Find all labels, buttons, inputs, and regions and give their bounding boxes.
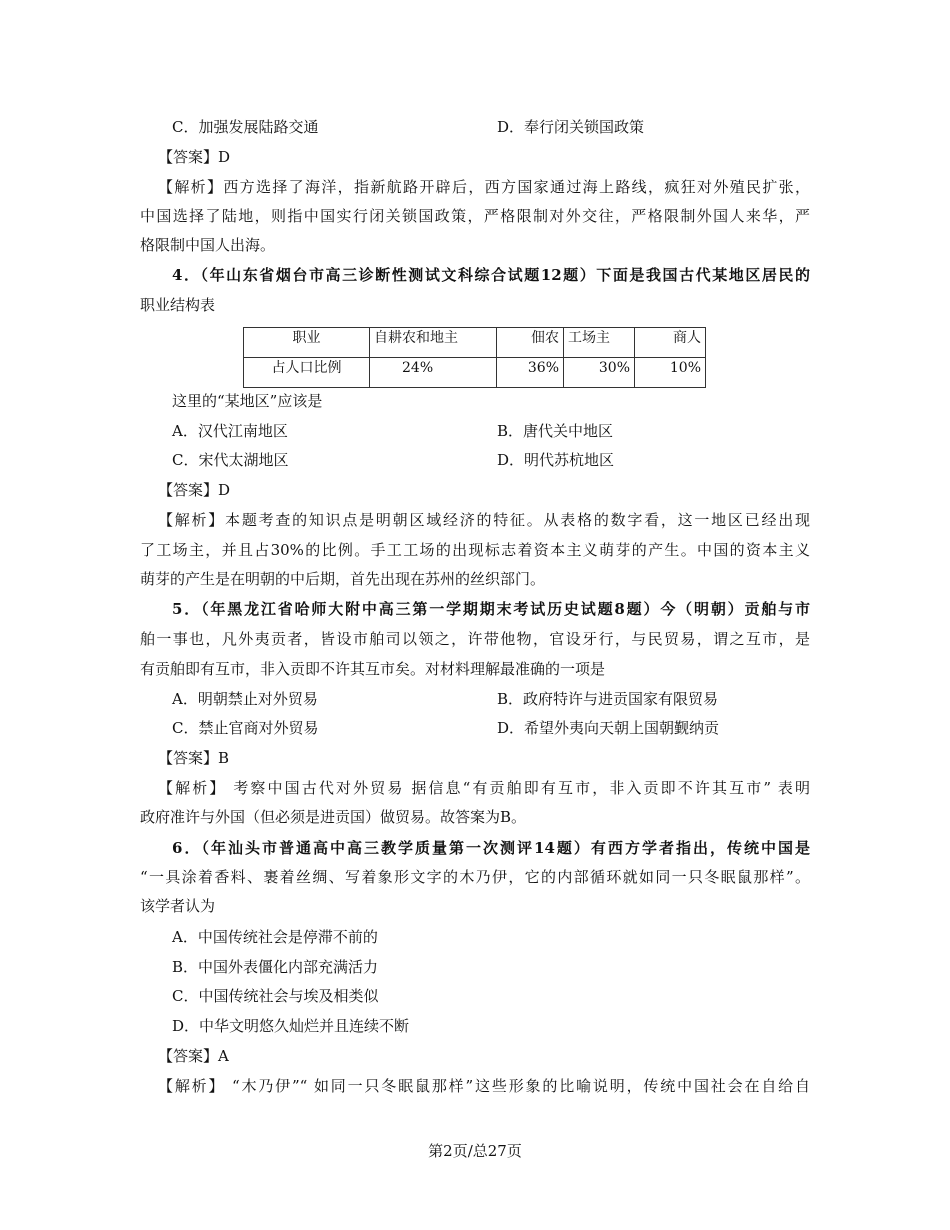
q4-analysis-line-2: 了工场主，并且占30%的比例。手工工场的出现标志着资本主义萌芽的产生。中国的资本主义 <box>140 541 810 559</box>
q6-stem-line-1: 6．（年汕头市普通高中高三教学质量第一次测评14题）有西方学者指出，传统中国是 <box>172 839 810 857</box>
table-cell: 10% <box>635 358 706 388</box>
table-header-cell: 商人 <box>635 328 706 358</box>
q3-analysis-line-2: 中国选择了陆地，则指中国实行闭关锁国政策，严格限制对外交往，严格限制外国人来华，严 <box>140 207 810 225</box>
q3-option-d: D．奉行闭关锁国政策 <box>497 118 645 136</box>
q4-option-c: C．宋代太湖地区 <box>172 451 289 469</box>
q4-option-a: A．汉代江南地区 <box>172 422 288 440</box>
q4-option-d: D．明代苏杭地区 <box>497 451 615 469</box>
table-cell: 30% <box>564 358 635 388</box>
q3-answer: 【答案】D <box>158 148 231 166</box>
q5-answer: 【答案】B <box>158 749 230 767</box>
q5-analysis-line-2: 政府准许与外国（但必须是进贡国）做贸易。故答案为B。 <box>140 808 527 826</box>
table-cell: 占人口比例 <box>244 358 370 388</box>
q4-analysis-line-1: 【解析】本题考查的知识点是明朝区域经济的特征。从表格的数字看，这一地区已经出现 <box>158 511 810 529</box>
occupation-table <box>243 327 706 388</box>
q5-stem-line-2: 舶一事也，凡外夷贡者，皆设市舶司以领之，许带他物，官设牙行，与民贸易，谓之互市，是 <box>140 630 810 648</box>
q4-analysis-line-3: 萌芽的产生是在明朝的中后期，首先出现在苏州的丝织部门。 <box>140 570 546 588</box>
q6-option-c: C．中国传统社会与埃及相类似 <box>172 987 379 1005</box>
q4-option-b: B．唐代关中地区 <box>497 422 614 440</box>
q3-analysis-line-3: 格限制中国人出海。 <box>140 236 276 254</box>
q6-option-b: B．中国外表僵化内部充满活力 <box>172 958 379 976</box>
q5-option-b: B．政府特许与进贡国家有限贸易 <box>497 690 719 708</box>
q6-answer: 【答案】A <box>158 1047 229 1065</box>
table-header-cell: 工场主 <box>564 328 635 358</box>
q6-stem-line-2: “一具涂着香料、裹着丝绸、写着象形文字的木乃伊，它的内部循环就如同一只冬眠鼠那样”。 <box>140 868 810 886</box>
q5-option-a: A．明朝禁止对外贸易 <box>172 690 318 708</box>
q3-analysis-line-1: 【解析】西方选择了海洋，指新航路开辟后，西方国家通过海上路线，疯狂对外殖民扩张， <box>158 178 810 196</box>
q4-answer: 【答案】D <box>158 481 231 499</box>
q6-stem-line-3: 该学者认为 <box>140 897 216 915</box>
table-header-row <box>244 328 706 358</box>
table-header-cell: 自耕农和地主 <box>370 328 497 358</box>
q5-option-c: C．禁止官商对外贸易 <box>172 719 319 737</box>
q5-stem-line-3: 有贡舶即有互市，非入贡即不许其互市矣。对材料理解最准确的一项是 <box>140 660 606 678</box>
q5-stem-line-1: 5．（年黑龙江省哈师大附中高三第一学期期末考试历史试题8题）今（明朝）贡舶与市 <box>172 600 810 618</box>
q4-question: 这里的“某地区”应该是 <box>172 392 323 410</box>
q6-analysis-line-1: 【解析】 “木乃伊”“ 如同一只冬眠鼠那样”这些形象的比喻说明，传统中国社会在自给自 <box>158 1077 810 1095</box>
table-row <box>244 358 706 388</box>
page-footer: 第2页/总27页 <box>428 1142 522 1160</box>
table-header-cell: 佃农 <box>497 328 564 358</box>
q5-option-d: D．希望外夷向天朝上国朝觐纳贡 <box>497 719 720 737</box>
table-header-cell: 职业 <box>244 328 370 358</box>
q6-option-a: A．中国传统社会是停滞不前的 <box>172 928 378 946</box>
q4-stem-line-1: 4．（年山东省烟台市高三诊断性测试文科综合试题12题）下面是我国古代某地区居民的 <box>172 266 810 284</box>
q4-stem-line-2: 职业结构表 <box>140 296 216 314</box>
q6-option-d: D．中华文明悠久灿烂并且连续不断 <box>172 1017 410 1035</box>
table-cell: 24% <box>370 358 497 388</box>
table-cell: 36% <box>497 358 564 388</box>
q5-analysis-line-1: 【解析】 考察中国古代对外贸易 据信息“有贡舶即有互市，非入贡即不许其互市” 表明 <box>158 779 810 797</box>
q3-option-c: C．加强发展陆路交通 <box>172 118 319 136</box>
